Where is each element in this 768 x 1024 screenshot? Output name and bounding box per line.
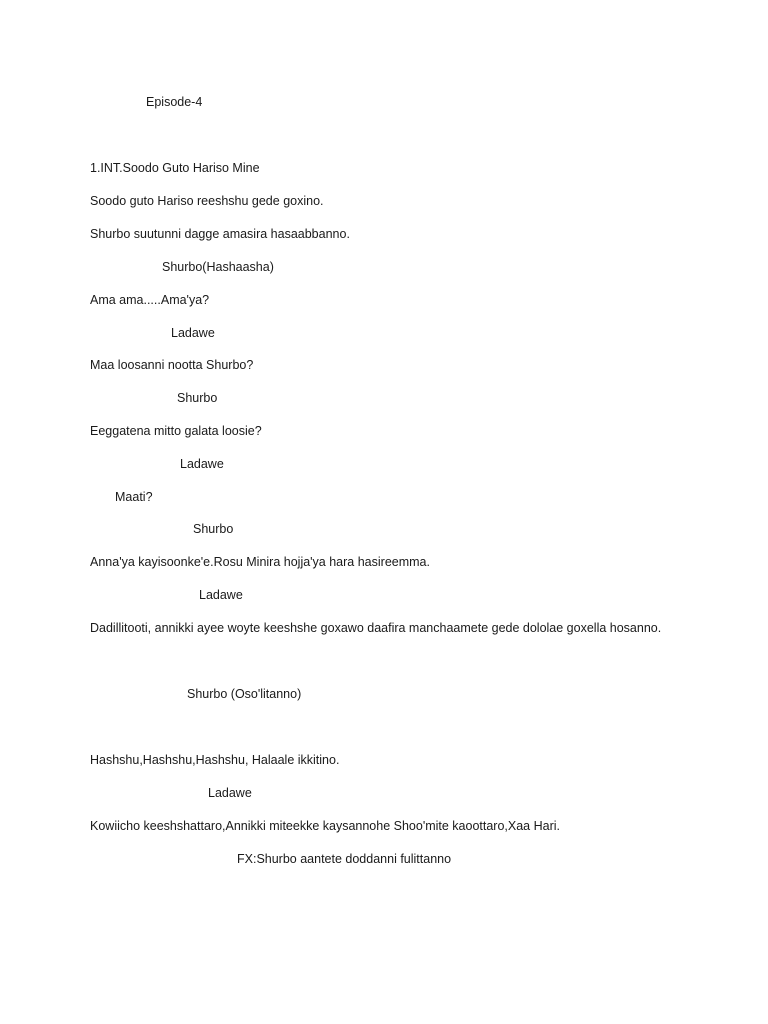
dialogue-line: Maa loosanni nootta Shurbo? — [90, 358, 254, 372]
character-name: Ladawe — [208, 786, 252, 800]
character-name: Ladawe — [180, 457, 224, 471]
character-name: Shurbo — [177, 391, 218, 405]
character-name: Ladawe — [171, 326, 215, 340]
episode-title: Episode-4 — [146, 95, 203, 109]
character-name: Shurbo (Oso'litanno) — [187, 687, 302, 701]
fx-direction: FX:Shurbo aantete doddanni fulittanno — [237, 852, 452, 866]
action-line: Soodo guto Hariso reeshshu gede goxino. — [90, 194, 324, 208]
character-name: Shurbo(Hashaasha) — [162, 260, 274, 274]
dialogue-line: Eeggatena mitto galata loosie? — [90, 424, 262, 438]
action-line: Shurbo suutunni dagge amasira hasaabbanno. — [90, 227, 350, 241]
dialogue-line: Dadillitooti, annikki ayee woyte keeshshe goxawo daafira manchaamete gede dololae goxella hosanno. — [90, 621, 662, 635]
dialogue-line: Hashshu,Hashshu,Hashshu, Halaale ikkitino. — [90, 753, 340, 767]
character-name: Shurbo — [193, 522, 234, 536]
dialogue-line: Kowiicho keeshshattaro,Annikki miteekke kaysannohe Shoo'mite kaoottaro,Xaa Hari. — [90, 819, 561, 833]
scene-heading: 1.INT.Soodo Guto Hariso Mine — [90, 161, 260, 175]
character-name: Ladawe — [199, 588, 243, 602]
dialogue-line: Anna'ya kayisoonke'e.Rosu Minira hojja'ya hara hasireemma. — [90, 555, 430, 569]
dialogue-line: Ama ama.....Ama'ya? — [90, 293, 210, 307]
dialogue-line: Maati? — [115, 490, 153, 504]
